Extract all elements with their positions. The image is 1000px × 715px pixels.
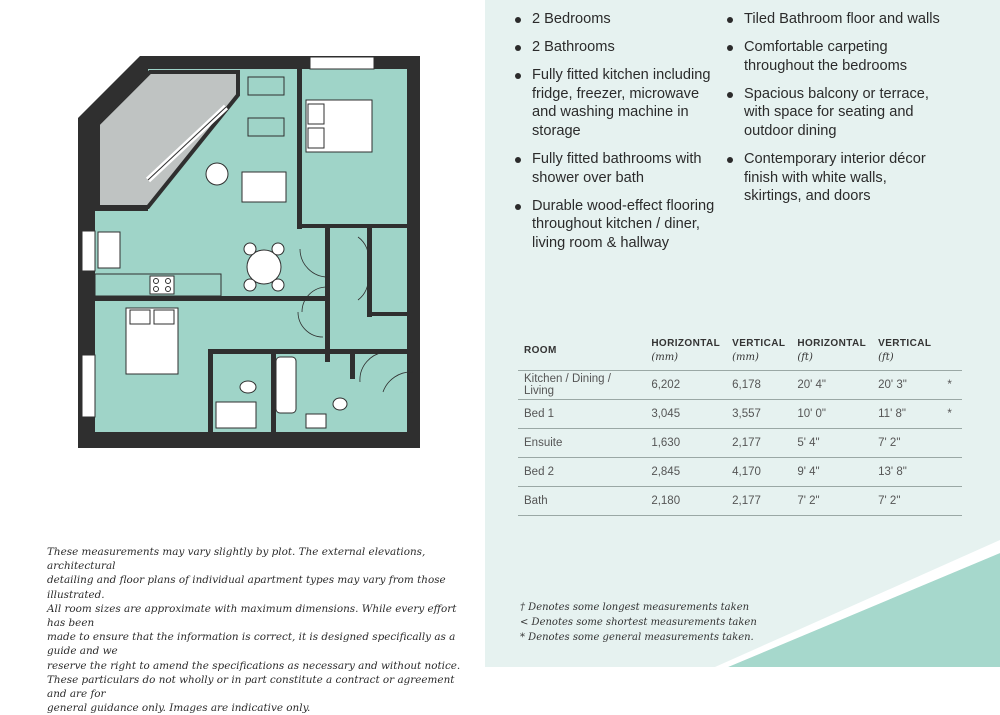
cell-h-mm: 6,202: [645, 371, 726, 400]
feature-item: Comfortable carpeting throughout the bedrooms: [726, 38, 946, 75]
cell-room: Bath: [518, 487, 645, 516]
cell-room: Ensuite: [518, 429, 645, 458]
header-mark: [937, 330, 962, 371]
cell-v-ft: 20' 3": [872, 371, 937, 400]
note-general: * Denotes some general measurements taken.: [520, 632, 754, 643]
hob-icon: [150, 276, 174, 294]
disclaimer-line: These measurements may vary slightly by plot. The external elevations, architectural: [47, 546, 426, 573]
header-room: ROOM: [518, 330, 645, 371]
header-horizontal-mm: HORIZONTAL (mm): [645, 330, 726, 371]
feature-item: Durable wood-effect flooring throughout kitchen / diner, living room & hallway: [514, 197, 724, 253]
table-row: [518, 400, 962, 429]
cell-v-ft: 7' 2": [872, 487, 937, 516]
cell-v-mm: 2,177: [726, 429, 791, 458]
window-top: [310, 57, 374, 69]
cell-mark: [937, 429, 962, 458]
cell-h-ft: 10' 0": [791, 400, 872, 429]
feature-item: Contemporary interior décor finish with white walls, skirtings, and doors: [726, 150, 946, 206]
disclaimer-line: reserve the right to amend the specifications as necessary and without notice.: [47, 659, 461, 672]
bed-1-icon: [306, 100, 372, 152]
header-vertical-ft: VERTICAL (ft): [872, 330, 937, 371]
note-longest: † Denotes some longest measurements taken: [520, 602, 750, 613]
feature-item: 2 Bathrooms: [514, 38, 724, 57]
sink-icon: [98, 232, 120, 268]
cell-v-mm: 6,178: [726, 371, 791, 400]
left-panel: [0, 0, 485, 715]
cell-h-ft: 9' 4": [791, 458, 872, 487]
floor-plan: [78, 52, 420, 448]
measurement-notes: [520, 600, 757, 645]
dining-table-icon: [244, 243, 284, 291]
window-left: [82, 231, 95, 271]
cell-room: Bed 1: [518, 400, 645, 429]
cell-h-mm: 3,045: [645, 400, 726, 429]
cell-h-mm: 2,845: [645, 458, 726, 487]
feature-item: Spacious balcony or terrace, with space for seating and outdoor dining: [726, 85, 946, 141]
shower-tray-icon: [216, 402, 256, 428]
cell-v-ft: 11' 8": [872, 400, 937, 429]
cell-v-ft: 13' 8": [872, 458, 937, 487]
window-left-bed2: [82, 355, 95, 417]
cell-mark: [937, 458, 962, 487]
table-row: [518, 429, 962, 458]
cell-room: Kitchen / Dining / Living: [518, 371, 645, 400]
features-list-right: [726, 10, 946, 215]
disclaimer-line: general guidance only. Images are indicative only.: [47, 702, 311, 715]
cell-mark: *: [937, 371, 962, 400]
table-row: [518, 458, 962, 487]
disclaimer-line: made to ensure that the information is correct, it is designed specifically as a guide and we: [47, 631, 456, 658]
feature-item: Fully fitted kitchen including fridge, freezer, microwave and washing machine in storage: [514, 66, 724, 140]
disclaimer: [47, 545, 467, 715]
disclaimer-line: detailing and floor plans of individual apartment types may vary from those illustrated.: [47, 574, 446, 601]
disclaimer-line: These particulars do not wholly or in part constitute a contract or agreement and are for: [47, 673, 455, 701]
feature-item: 2 Bedrooms: [514, 10, 724, 29]
cell-h-ft: 5' 4": [791, 429, 872, 458]
header-vertical-mm: VERTICAL (mm): [726, 330, 791, 371]
basin-icon: [306, 414, 326, 428]
table-header-row: [518, 330, 962, 371]
bath-icon: [276, 357, 296, 413]
note-shortest: < Denotes some shortest measurements taken: [520, 617, 757, 628]
cell-h-ft: 7' 2": [791, 487, 872, 516]
cell-v-ft: 7' 2": [872, 429, 937, 458]
sofa-icon: [242, 172, 286, 202]
cell-h-mm: 1,630: [645, 429, 726, 458]
cell-mark: *: [937, 400, 962, 429]
features-list-left: [514, 10, 724, 262]
feature-item: Tiled Bathroom floor and walls: [726, 10, 946, 29]
toilet-icon: [240, 381, 256, 393]
bed-2-icon: [126, 308, 178, 374]
cell-v-mm: 2,177: [726, 487, 791, 516]
feature-item: Fully fitted bathrooms with shower over bath: [514, 150, 724, 187]
disclaimer-line: All room sizes are approximate with maximum dimensions. While every effort has been: [47, 602, 457, 630]
cell-room: Bed 2: [518, 458, 645, 487]
room-dimensions-table: [518, 330, 962, 516]
table-row: [518, 487, 962, 516]
cell-h-mm: 2,180: [645, 487, 726, 516]
header-horizontal-ft: HORIZONTAL (ft): [791, 330, 872, 371]
cell-h-ft: 20' 4": [791, 371, 872, 400]
cell-mark: [937, 487, 962, 516]
armchair-icon: [206, 163, 228, 185]
table-row: [518, 371, 962, 400]
cell-v-mm: 4,170: [726, 458, 791, 487]
cell-v-mm: 3,557: [726, 400, 791, 429]
